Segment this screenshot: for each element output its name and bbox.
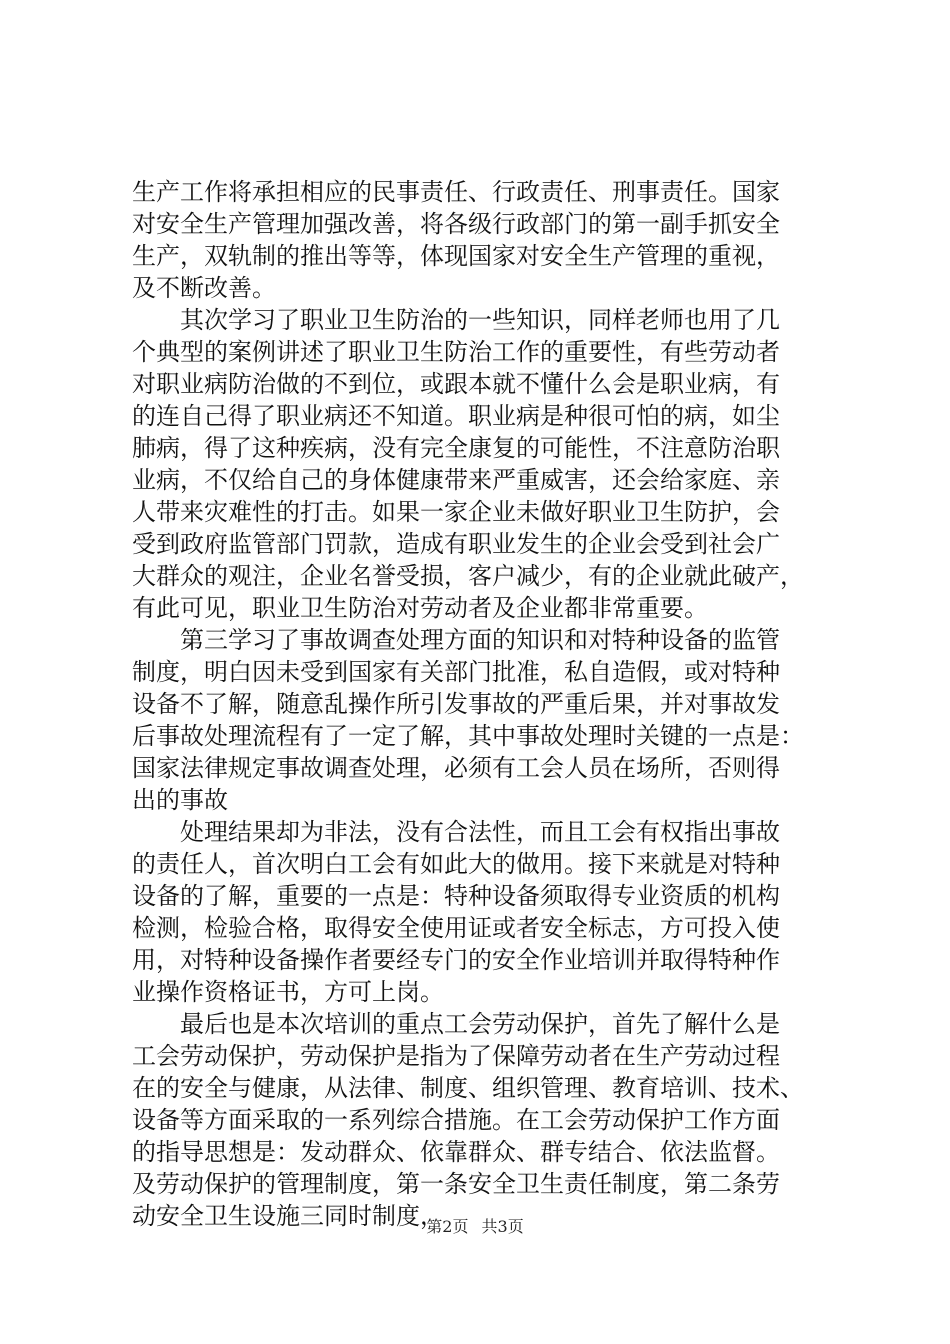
- text-line: 受到政府监管部门罚款，造成有职业发生的企业会受到社会广: [132, 530, 780, 558]
- text-line: 生产，双轨制的推出等等，体现国家对安全生产管理的重视，: [132, 242, 780, 270]
- text-line: 及劳动保护的管理制度，第一条安全卫生责任制度，第二条劳: [132, 1170, 780, 1198]
- page-number: 第2页: [426, 1217, 469, 1236]
- text-line: 第三学习了事故调查处理方面的知识和对特种设备的监管: [180, 626, 780, 654]
- text-line: 对职业病防治做的不到位，或跟本就不懂什么会是职业病，有: [132, 370, 780, 398]
- text-line: 处理结果却为非法，没有合法性，而且工会有权指出事故: [180, 818, 780, 846]
- text-line: 的连自己得了职业病还不知道。职业病是种很可怕的病，如尘: [132, 402, 780, 430]
- text-line: 制度，明白因未受到国家有关部门批准，私自造假，或对特种: [132, 658, 780, 686]
- text-line: 的指导思想是：发动群众、依靠群众、群专结合、依法监督。: [132, 1138, 780, 1166]
- text-line: 的责任人，首次明白工会有如此大的做用。接下来就是对特种: [132, 850, 780, 878]
- text-line: 检测，检验合格，取得安全使用证或者安全标志，方可投入使: [132, 914, 780, 942]
- text-line: 最后也是本次培训的重点工会劳动保护，首先了解什么是: [180, 1010, 780, 1038]
- text-line: 动安全卫生设施三同时制度，: [132, 1202, 444, 1230]
- text-line: 业病，不仅给自己的身体健康带来严重威害，还会给家庭、亲: [132, 466, 780, 494]
- text-line: 个典型的案例讲述了职业卫生防治工作的重要性，有些劳动者: [132, 338, 780, 366]
- document-body: [132, 176, 862, 1232]
- text-line: 后事故处理流程有了一定了解，其中事故处理时关键的一点是：: [132, 722, 804, 750]
- text-line: 在的安全与健康，从法律、制度、组织管理、教育培训、技术、: [132, 1074, 804, 1102]
- text-line: 设备等方面采取的一系列综合措施。在工会劳动保护工作方面: [132, 1106, 780, 1134]
- text-line: 其次学习了职业卫生防治的一些知识，同样老师也用了几: [180, 306, 780, 334]
- text-line: 设备的了解，重要的一点是：特种设备须取得专业资质的机构: [132, 882, 780, 910]
- text-line: 及不断改善。: [132, 274, 276, 302]
- text-line: 用，对特种设备操作者要经专门的安全作业培训并取得特种作: [132, 946, 780, 974]
- page-total: 共3页: [481, 1217, 524, 1236]
- page-footer: [0, 1214, 950, 1237]
- text-line: 人带来灾难性的打击。如果一家企业未做好职业卫生防护，会: [132, 498, 780, 526]
- text-line: 业操作资格证书，方可上岗。: [132, 978, 444, 1006]
- text-line: 对安全生产管理加强改善，将各级行政部门的第一副手抓安全: [132, 210, 780, 238]
- text-line: 出的事故: [132, 786, 228, 814]
- text-line: 大群众的观注，企业名誉受损，客户减少，有的企业就此破产，: [132, 562, 804, 590]
- text-line: 肺病，得了这种疾病，没有完全康复的可能性，不注意防治职: [132, 434, 780, 462]
- text-line: 国家法律规定事故调查处理，必须有工会人员在场所，否则得: [132, 754, 780, 782]
- text-line: 生产工作将承担相应的民事责任、行政责任、刑事责任。国家: [132, 178, 780, 206]
- text-line: 工会劳动保护，劳动保护是指为了保障劳动者在生产劳动过程: [132, 1042, 780, 1070]
- text-line: 设备不了解，随意乱操作所引发事故的严重后果，并对事故发: [132, 690, 780, 718]
- text-line: 有此可见，职业卫生防治对劳动者及企业都非常重要。: [132, 594, 708, 622]
